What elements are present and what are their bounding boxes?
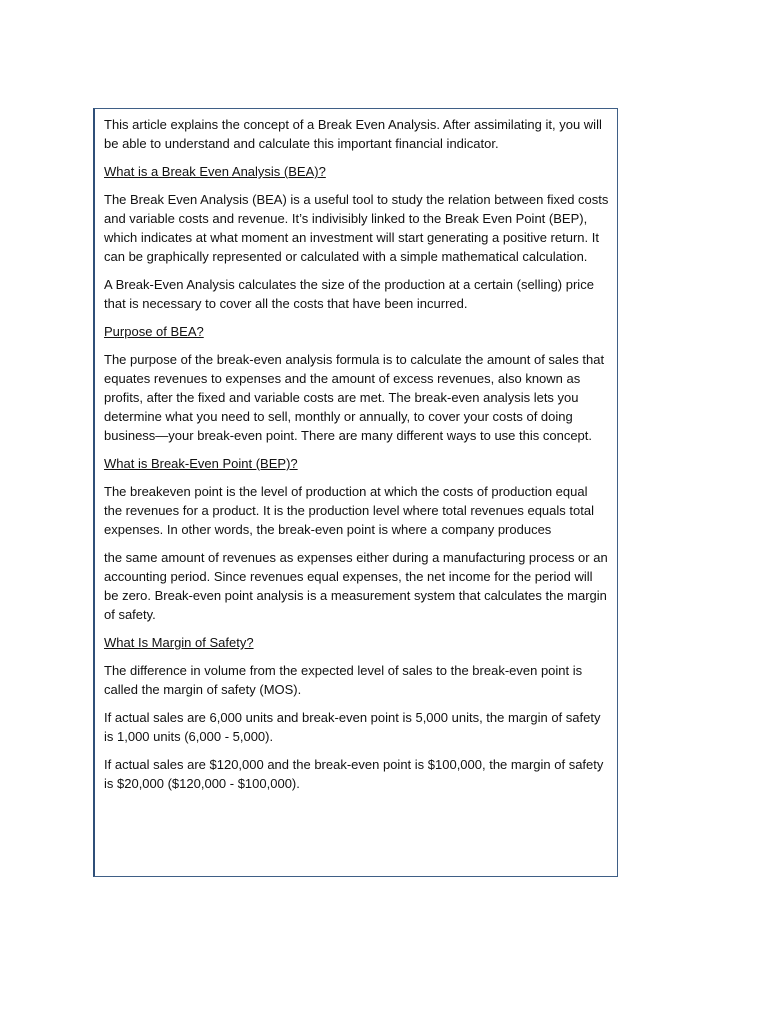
heading-what-is-bep: What is Break-Even Point (BEP)? — [104, 456, 298, 471]
mos-units-example-paragraph: If actual sales are 6,000 units and break-even point is 5,000 units, the margin of safety is 1,000 units (6,000 - 5,000). — [104, 710, 601, 744]
bea-definition-paragraph: The Break Even Analysis (BEA) is a useful tool to study the relation between fixed costs and variable costs and revenue. It’s indivisibly linked to the Break Even Point (BEP), which indicates at what moment an investment will start generating a positive return. It can be graphically represented or calculated with a simple mathematical calculation. — [104, 192, 609, 264]
intro-paragraph: This article explains the concept of a Break Even Analysis. After assimilating it, you will be able to understand and calculate this important financial indicator. — [104, 117, 602, 151]
article-text-box — [93, 108, 618, 877]
bep-continuation-paragraph: the same amount of revenues as expenses either during a manufacturing process or an accounting period. Since revenues equal expenses, the net income for the period will be zero. Break-even point analysis is a measurement system that calculates the margin of safety. — [104, 550, 608, 622]
heading-purpose-of-bea: Purpose of BEA? — [104, 324, 204, 339]
heading-what-is-bea: What is a Break Even Analysis (BEA)? — [104, 164, 326, 179]
mos-dollars-example-paragraph: If actual sales are $120,000 and the break-even point is $100,000, the margin of safety is $20,000 ($120,000 - $100,000). — [104, 757, 604, 791]
bep-definition-paragraph: The breakeven point is the level of production at which the costs of production equal the revenues for a product. It is the production level where total revenues equals total expenses. In other words, the break-even point is where a company produces — [104, 484, 594, 537]
mos-definition-paragraph: The difference in volume from the expected level of sales to the break-even point is called the margin of safety (MOS). — [104, 663, 583, 697]
bea-purpose-paragraph: The purpose of the break-even analysis formula is to calculate the amount of sales that equates revenues to expenses and the amount of excess revenues, also known as profits, after the fixed and variable costs are met. The break-even analysis lets you determine what you need to sell, monthly or annually, to cover your costs of doing business—your break-even point. There are many different ways to use this concept. — [104, 352, 605, 443]
bea-calculation-paragraph: A Break-Even Analysis calculates the size of the production at a certain (selling) price that is necessary to cover all the costs that have been incurred. — [104, 277, 594, 311]
heading-margin-of-safety: What Is Margin of Safety? — [104, 635, 254, 650]
